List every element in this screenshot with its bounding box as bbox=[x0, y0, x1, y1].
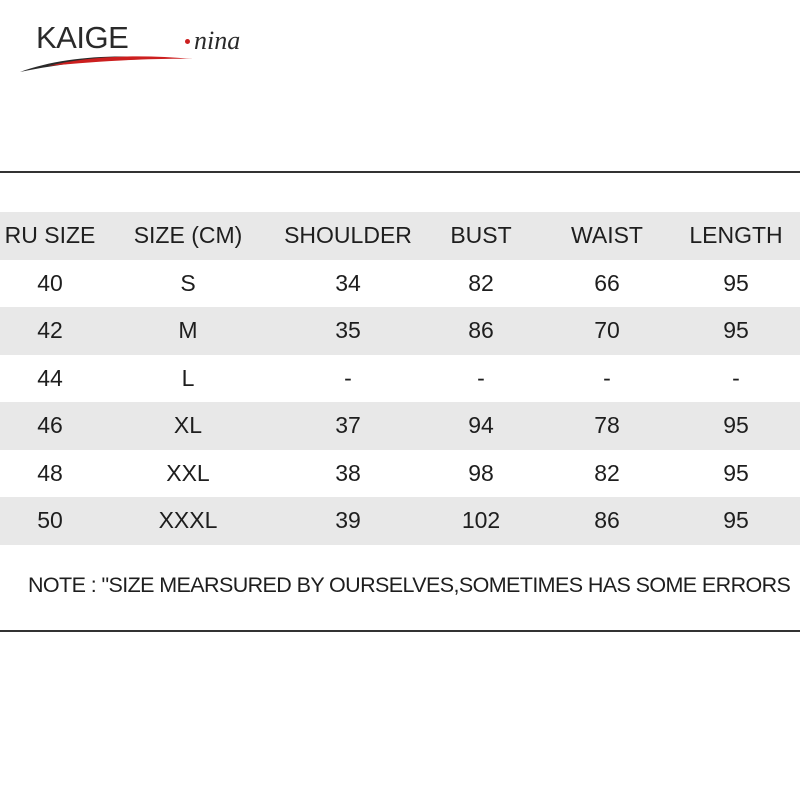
cell-size-cm: L bbox=[181, 364, 195, 391]
cell-waist: 70 bbox=[594, 317, 620, 344]
brand-name: KAIGE bbox=[36, 20, 129, 55]
cell-length: 95 bbox=[723, 459, 749, 486]
cell-ru-size: 42 bbox=[37, 317, 63, 344]
table-row bbox=[0, 450, 800, 498]
cell-ru-size: 44 bbox=[37, 364, 63, 391]
measurement-note: NOTE : "SIZE MEARSURED BY OURSELVES,SOMETIMES HAS SOME ERRORS bbox=[28, 573, 791, 597]
header-size-cm: SIZE (CM) bbox=[133, 222, 243, 249]
table-row bbox=[0, 260, 800, 308]
brand-script-name: nina bbox=[194, 26, 241, 55]
cell-ru-size: 50 bbox=[37, 507, 63, 534]
cell-bust: - bbox=[477, 364, 485, 391]
cell-shoulder: 38 bbox=[335, 459, 361, 486]
cell-ru-size: 46 bbox=[37, 412, 63, 439]
size-chart-table bbox=[0, 212, 800, 545]
bottom-divider bbox=[0, 630, 800, 632]
cell-shoulder: - bbox=[344, 364, 352, 391]
cell-ru-size: 40 bbox=[37, 269, 63, 296]
cell-waist: 78 bbox=[594, 412, 620, 439]
cell-length: 95 bbox=[723, 317, 749, 344]
cell-waist: - bbox=[603, 364, 611, 391]
cell-length: 95 bbox=[723, 507, 749, 534]
cell-shoulder: 39 bbox=[335, 507, 361, 534]
cell-length: 95 bbox=[723, 412, 749, 439]
header-length: LENGTH bbox=[689, 222, 783, 249]
cell-shoulder: 35 bbox=[335, 317, 361, 344]
cell-size-cm: M bbox=[178, 317, 198, 344]
cell-waist: 82 bbox=[594, 459, 620, 486]
brand-dot bbox=[185, 39, 190, 44]
cell-bust: 86 bbox=[468, 317, 494, 344]
header-ru-size: RU SIZE bbox=[4, 222, 96, 249]
cell-size-cm: XL bbox=[173, 412, 203, 439]
cell-shoulder: 37 bbox=[335, 412, 361, 439]
cell-bust: 94 bbox=[468, 412, 494, 439]
cell-waist: 86 bbox=[594, 507, 620, 534]
table-row bbox=[0, 355, 800, 403]
cell-bust: 98 bbox=[468, 459, 494, 486]
cell-shoulder: 34 bbox=[335, 269, 361, 296]
table-row bbox=[0, 402, 800, 450]
cell-size-cm: S bbox=[180, 269, 196, 296]
top-divider bbox=[0, 171, 800, 173]
cell-size-cm: XXL bbox=[166, 459, 210, 486]
cell-ru-size: 48 bbox=[37, 459, 63, 486]
brand-swoosh-icon bbox=[18, 50, 218, 74]
table-row bbox=[0, 497, 800, 545]
header-bust: BUST bbox=[450, 222, 512, 249]
cell-bust: 82 bbox=[468, 269, 494, 296]
brand-logo bbox=[18, 20, 258, 76]
table-row bbox=[0, 307, 800, 355]
cell-waist: 66 bbox=[594, 269, 620, 296]
header-shoulder: SHOULDER bbox=[284, 222, 412, 249]
header-waist: WAIST bbox=[571, 222, 643, 249]
cell-bust: 102 bbox=[461, 507, 501, 534]
cell-length: - bbox=[732, 364, 740, 391]
cell-length: 95 bbox=[723, 269, 749, 296]
cell-size-cm: XXXL bbox=[158, 507, 218, 534]
table-header-row bbox=[0, 212, 800, 260]
